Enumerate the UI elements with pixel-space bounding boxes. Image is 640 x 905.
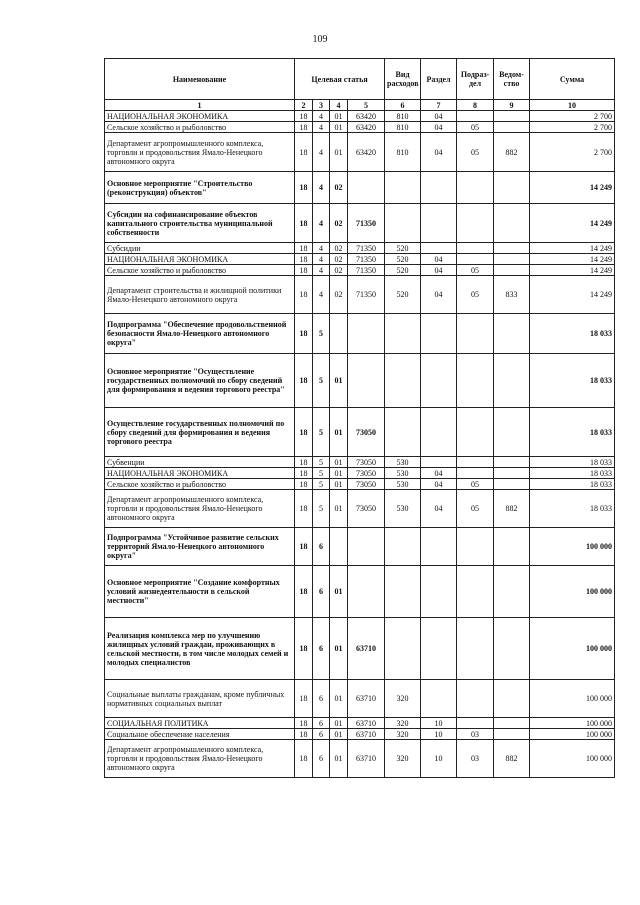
row-section-cell xyxy=(421,243,457,254)
row-subprogram-cell: 4 xyxy=(313,243,330,254)
row-subsection-cell: 05 xyxy=(457,276,494,314)
row-subsection-cell xyxy=(457,111,494,122)
row-subsection-cell: 03 xyxy=(457,729,494,740)
row-section-cell xyxy=(421,528,457,566)
row-department-cell xyxy=(494,528,530,566)
row-subsection-cell: 05 xyxy=(457,490,494,528)
row-direction-cell: 73050 xyxy=(348,479,385,490)
row-department-cell xyxy=(494,314,530,354)
row-expense-type-cell: 320 xyxy=(385,729,421,740)
row-event-cell xyxy=(330,528,348,566)
row-direction-cell: 63420 xyxy=(348,133,385,172)
table-row xyxy=(105,566,615,618)
row-program-cell: 18 xyxy=(295,122,313,133)
row-department-cell xyxy=(494,479,530,490)
row-department-cell xyxy=(494,254,530,265)
row-program-cell: 18 xyxy=(295,618,313,680)
row-section-cell xyxy=(421,457,457,468)
table-row xyxy=(105,204,615,243)
column-number: 1 xyxy=(105,100,295,111)
row-subprogram-cell: 4 xyxy=(313,254,330,265)
row-subprogram-cell: 4 xyxy=(313,172,330,204)
row-direction-cell: 71350 xyxy=(348,254,385,265)
row-event-cell: 01 xyxy=(330,729,348,740)
row-name-cell: Сельское хозяйство и рыболовство xyxy=(105,479,295,490)
row-section-cell: 10 xyxy=(421,740,457,778)
row-expense-type-cell: 810 xyxy=(385,133,421,172)
row-name-cell: Сельское хозяйство и рыболовство xyxy=(105,265,295,276)
row-subsection-cell xyxy=(457,314,494,354)
header-section: Раздел xyxy=(421,59,457,100)
row-department-cell xyxy=(494,718,530,729)
row-section-cell: 10 xyxy=(421,729,457,740)
row-subsection-cell xyxy=(457,408,494,457)
row-subsection-cell xyxy=(457,618,494,680)
header-department: Ведом-ство xyxy=(494,59,530,100)
row-subprogram-cell: 6 xyxy=(313,528,330,566)
table-row xyxy=(105,314,615,354)
row-subsection-cell xyxy=(457,528,494,566)
row-direction-cell: 63710 xyxy=(348,729,385,740)
row-event-cell: 01 xyxy=(330,354,348,408)
row-direction-cell xyxy=(348,528,385,566)
row-subsection-cell xyxy=(457,254,494,265)
row-program-cell: 18 xyxy=(295,314,313,354)
row-department-cell: 833 xyxy=(494,276,530,314)
row-section-cell xyxy=(421,408,457,457)
row-program-cell: 18 xyxy=(295,265,313,276)
row-name-cell: Основное мероприятие "Создание комфортных условий жизнедеятельности в сельской местности" xyxy=(105,566,295,618)
row-name-cell: Реализация комплекса мер по улучшению жилищных условий граждан, проживающих в сельской местности, в том числе молодых семей и молодых специалистов xyxy=(105,618,295,680)
row-expense-type-cell: 320 xyxy=(385,680,421,718)
row-name-cell: НАЦИОНАЛЬНАЯ ЭКОНОМИКА xyxy=(105,254,295,265)
row-subsection-cell: 03 xyxy=(457,740,494,778)
header-sum: Сумма xyxy=(530,59,615,100)
page-number: 109 xyxy=(312,34,328,45)
row-sum-cell: 18 033 xyxy=(530,408,615,457)
row-program-cell: 18 xyxy=(295,243,313,254)
row-subsection-cell xyxy=(457,457,494,468)
row-name-cell: Сельское хозяйство и рыболовство xyxy=(105,122,295,133)
row-name-cell: НАЦИОНАЛЬНАЯ ЭКОНОМИКА xyxy=(105,468,295,479)
row-section-cell: 04 xyxy=(421,122,457,133)
row-expense-type-cell: 320 xyxy=(385,718,421,729)
row-subsection-cell xyxy=(457,172,494,204)
row-direction-cell xyxy=(348,566,385,618)
column-number: 8 xyxy=(457,100,494,111)
row-subprogram-cell: 6 xyxy=(313,740,330,778)
row-sum-cell: 14 249 xyxy=(530,265,615,276)
row-event-cell: 01 xyxy=(330,457,348,468)
row-event-cell: 02 xyxy=(330,254,348,265)
table-row xyxy=(105,490,615,528)
row-program-cell: 18 xyxy=(295,457,313,468)
row-subprogram-cell: 5 xyxy=(313,490,330,528)
row-program-cell: 18 xyxy=(295,354,313,408)
row-direction-cell: 63710 xyxy=(348,618,385,680)
row-sum-cell: 100 000 xyxy=(530,618,615,680)
table-row xyxy=(105,172,615,204)
row-name-cell: Подпрограмма "Обеспечение продовольственной безопасности Ямало-Ненецкого автономного округа" xyxy=(105,314,295,354)
table-row xyxy=(105,468,615,479)
table-row xyxy=(105,680,615,718)
row-section-cell: 04 xyxy=(421,468,457,479)
row-program-cell: 18 xyxy=(295,172,313,204)
row-subprogram-cell: 5 xyxy=(313,408,330,457)
row-event-cell: 01 xyxy=(330,718,348,729)
row-department-cell xyxy=(494,468,530,479)
row-direction-cell: 71350 xyxy=(348,265,385,276)
row-event-cell: 01 xyxy=(330,468,348,479)
table-row xyxy=(105,618,615,680)
row-sum-cell: 18 033 xyxy=(530,468,615,479)
row-program-cell: 18 xyxy=(295,408,313,457)
row-program-cell: 18 xyxy=(295,133,313,172)
row-event-cell: 01 xyxy=(330,490,348,528)
table-row xyxy=(105,528,615,566)
row-section-cell xyxy=(421,618,457,680)
row-direction-cell xyxy=(348,172,385,204)
table-row xyxy=(105,457,615,468)
table-row xyxy=(105,265,615,276)
row-name-cell: Департамент агропромышленного комплекса, торговли и продовольствия Ямало-Ненецкого автономного округа xyxy=(105,740,295,778)
row-expense-type-cell xyxy=(385,172,421,204)
row-department-cell xyxy=(494,408,530,457)
row-program-cell: 18 xyxy=(295,254,313,265)
row-expense-type-cell: 810 xyxy=(385,122,421,133)
row-section-cell: 04 xyxy=(421,133,457,172)
row-name-cell: Субвенции xyxy=(105,457,295,468)
row-name-cell: Осуществление государственных полномочий по сбору сведений для формирования и ведения торгового реестра xyxy=(105,408,295,457)
row-subprogram-cell: 5 xyxy=(313,314,330,354)
row-department-cell xyxy=(494,204,530,243)
table-row xyxy=(105,479,615,490)
row-expense-type-cell: 530 xyxy=(385,457,421,468)
row-program-cell: 18 xyxy=(295,111,313,122)
row-section-cell: 04 xyxy=(421,254,457,265)
table-row xyxy=(105,718,615,729)
row-department-cell xyxy=(494,729,530,740)
row-section-cell xyxy=(421,172,457,204)
row-name-cell: Субсидии на софинансирование объектов капитального строительства муниципальной собственности xyxy=(105,204,295,243)
row-department-cell xyxy=(494,111,530,122)
row-subprogram-cell: 6 xyxy=(313,680,330,718)
column-number: 6 xyxy=(385,100,421,111)
row-subsection-cell: 05 xyxy=(457,133,494,172)
row-name-cell: Основное мероприятие "Осуществление государственных полномочий по сбору сведений для формирования и ведения торгового реестра" xyxy=(105,354,295,408)
row-subprogram-cell: 5 xyxy=(313,457,330,468)
row-sum-cell: 18 033 xyxy=(530,479,615,490)
row-department-cell: 882 xyxy=(494,490,530,528)
row-department-cell xyxy=(494,122,530,133)
row-subsection-cell: 05 xyxy=(457,479,494,490)
row-direction-cell xyxy=(348,314,385,354)
row-event-cell: 02 xyxy=(330,172,348,204)
row-event-cell: 01 xyxy=(330,740,348,778)
row-subprogram-cell: 5 xyxy=(313,479,330,490)
row-subsection-cell xyxy=(457,468,494,479)
row-subsection-cell xyxy=(457,680,494,718)
column-number: 5 xyxy=(348,100,385,111)
row-section-cell: 04 xyxy=(421,276,457,314)
row-section-cell: 04 xyxy=(421,111,457,122)
row-expense-type-cell: 520 xyxy=(385,276,421,314)
row-subprogram-cell: 6 xyxy=(313,566,330,618)
row-program-cell: 18 xyxy=(295,680,313,718)
row-sum-cell: 18 033 xyxy=(530,457,615,468)
row-sum-cell: 2 700 xyxy=(530,111,615,122)
row-direction-cell: 71350 xyxy=(348,243,385,254)
table-row xyxy=(105,740,615,778)
row-program-cell: 18 xyxy=(295,468,313,479)
row-expense-type-cell: 530 xyxy=(385,468,421,479)
row-direction-cell: 73050 xyxy=(348,457,385,468)
row-expense-type-cell xyxy=(385,566,421,618)
row-event-cell: 01 xyxy=(330,680,348,718)
column-number: 3 xyxy=(313,100,330,111)
row-program-cell: 18 xyxy=(295,204,313,243)
row-direction-cell xyxy=(348,354,385,408)
row-sum-cell: 100 000 xyxy=(530,680,615,718)
column-number: 9 xyxy=(494,100,530,111)
row-direction-cell: 73050 xyxy=(348,408,385,457)
row-subsection-cell: 05 xyxy=(457,265,494,276)
row-subprogram-cell: 6 xyxy=(313,618,330,680)
column-number: 10 xyxy=(530,100,615,111)
row-expense-type-cell: 530 xyxy=(385,479,421,490)
row-sum-cell: 14 249 xyxy=(530,172,615,204)
row-expense-type-cell: 520 xyxy=(385,254,421,265)
row-program-cell: 18 xyxy=(295,566,313,618)
row-expense-type-cell xyxy=(385,618,421,680)
row-program-cell: 18 xyxy=(295,276,313,314)
row-sum-cell: 100 000 xyxy=(530,718,615,729)
row-name-cell: Субсидии xyxy=(105,243,295,254)
row-event-cell: 01 xyxy=(330,566,348,618)
row-department-cell xyxy=(494,265,530,276)
row-event-cell: 01 xyxy=(330,479,348,490)
row-subprogram-cell: 4 xyxy=(313,111,330,122)
row-subprogram-cell: 4 xyxy=(313,133,330,172)
row-section-cell xyxy=(421,680,457,718)
header-name: Наименование xyxy=(105,59,295,100)
row-event-cell: 01 xyxy=(330,122,348,133)
row-sum-cell: 14 249 xyxy=(530,254,615,265)
row-subprogram-cell: 4 xyxy=(313,204,330,243)
row-department-cell: 882 xyxy=(494,740,530,778)
row-section-cell: 04 xyxy=(421,490,457,528)
row-expense-type-cell xyxy=(385,408,421,457)
row-name-cell: Департамент агропромышленного комплекса, торговли и продовольствия Ямало-Ненецкого автономного округа xyxy=(105,490,295,528)
row-sum-cell: 100 000 xyxy=(530,729,615,740)
row-subprogram-cell: 4 xyxy=(313,265,330,276)
table-row xyxy=(105,243,615,254)
row-subsection-cell xyxy=(457,354,494,408)
table-body xyxy=(105,111,615,778)
row-subprogram-cell: 4 xyxy=(313,276,330,314)
column-number: 7 xyxy=(421,100,457,111)
row-event-cell: 02 xyxy=(330,265,348,276)
row-expense-type-cell xyxy=(385,204,421,243)
row-expense-type-cell: 530 xyxy=(385,490,421,528)
row-direction-cell: 71350 xyxy=(348,276,385,314)
row-expense-type-cell: 520 xyxy=(385,265,421,276)
row-event-cell: 02 xyxy=(330,243,348,254)
row-event-cell: 01 xyxy=(330,408,348,457)
row-program-cell: 18 xyxy=(295,490,313,528)
row-expense-type-cell: 810 xyxy=(385,111,421,122)
table-row xyxy=(105,133,615,172)
row-program-cell: 18 xyxy=(295,718,313,729)
row-name-cell: Социальные выплаты гражданам, кроме публичных нормативных социальных выплат xyxy=(105,680,295,718)
header-target-article: Целевая статья xyxy=(295,59,385,100)
row-expense-type-cell xyxy=(385,354,421,408)
row-sum-cell: 2 700 xyxy=(530,122,615,133)
row-event-cell: 02 xyxy=(330,276,348,314)
row-department-cell xyxy=(494,354,530,408)
row-event-cell xyxy=(330,314,348,354)
table-row xyxy=(105,276,615,314)
row-sum-cell: 100 000 xyxy=(530,528,615,566)
row-event-cell: 01 xyxy=(330,111,348,122)
row-name-cell: НАЦИОНАЛЬНАЯ ЭКОНОМИКА xyxy=(105,111,295,122)
table-row xyxy=(105,111,615,122)
column-number: 4 xyxy=(330,100,348,111)
row-program-cell: 18 xyxy=(295,729,313,740)
row-section-cell xyxy=(421,204,457,243)
row-section-cell xyxy=(421,314,457,354)
row-sum-cell: 100 000 xyxy=(530,566,615,618)
row-sum-cell: 18 033 xyxy=(530,314,615,354)
row-expense-type-cell xyxy=(385,528,421,566)
table-row xyxy=(105,354,615,408)
row-expense-type-cell xyxy=(385,314,421,354)
row-section-cell: 10 xyxy=(421,718,457,729)
row-direction-cell: 63420 xyxy=(348,111,385,122)
row-subsection-cell xyxy=(457,243,494,254)
table-row xyxy=(105,254,615,265)
row-direction-cell: 63710 xyxy=(348,680,385,718)
row-subsection-cell: 05 xyxy=(457,122,494,133)
table-row xyxy=(105,122,615,133)
row-subprogram-cell: 6 xyxy=(313,729,330,740)
row-department-cell xyxy=(494,566,530,618)
row-section-cell xyxy=(421,566,457,618)
row-name-cell: Основное мероприятие "Строительство (реконструкция) объектов" xyxy=(105,172,295,204)
row-sum-cell: 2 700 xyxy=(530,133,615,172)
row-expense-type-cell: 320 xyxy=(385,740,421,778)
row-direction-cell: 71350 xyxy=(348,204,385,243)
row-event-cell: 01 xyxy=(330,133,348,172)
row-section-cell: 04 xyxy=(421,265,457,276)
row-name-cell: Департамент строительства и жилищной политики Ямало-Ненецкого автономного округа xyxy=(105,276,295,314)
row-subprogram-cell: 4 xyxy=(313,122,330,133)
row-sum-cell: 14 249 xyxy=(530,276,615,314)
row-sum-cell: 18 033 xyxy=(530,354,615,408)
header-subsection: Подраз-дел xyxy=(457,59,494,100)
row-sum-cell: 14 249 xyxy=(530,243,615,254)
row-department-cell xyxy=(494,680,530,718)
row-department-cell: 882 xyxy=(494,133,530,172)
row-direction-cell: 73050 xyxy=(348,468,385,479)
row-direction-cell: 73050 xyxy=(348,490,385,528)
row-section-cell: 04 xyxy=(421,479,457,490)
row-name-cell: СОЦИАЛЬНАЯ ПОЛИТИКА xyxy=(105,718,295,729)
row-program-cell: 18 xyxy=(295,528,313,566)
row-expense-type-cell: 520 xyxy=(385,243,421,254)
row-event-cell: 01 xyxy=(330,618,348,680)
row-program-cell: 18 xyxy=(295,740,313,778)
row-direction-cell: 63710 xyxy=(348,740,385,778)
row-subprogram-cell: 5 xyxy=(313,468,330,479)
row-department-cell xyxy=(494,457,530,468)
row-name-cell: Подпрограмма "Устойчивое развитие сельских территорий Ямало-Ненецкого автономного округа" xyxy=(105,528,295,566)
column-number: 2 xyxy=(295,100,313,111)
row-sum-cell: 100 000 xyxy=(530,740,615,778)
row-name-cell: Социальное обеспечение населения xyxy=(105,729,295,740)
row-subsection-cell xyxy=(457,566,494,618)
table-row xyxy=(105,408,615,457)
row-subsection-cell xyxy=(457,204,494,243)
row-direction-cell: 63710 xyxy=(348,718,385,729)
row-program-cell: 18 xyxy=(295,479,313,490)
row-subprogram-cell: 6 xyxy=(313,718,330,729)
header-expense-type: Вид расходов xyxy=(385,59,421,100)
row-subsection-cell xyxy=(457,718,494,729)
row-section-cell xyxy=(421,354,457,408)
row-direction-cell: 63420 xyxy=(348,122,385,133)
row-name-cell: Департамент агропромышленного комплекса, торговли и продовольствия Ямало-Ненецкого автономного округа xyxy=(105,133,295,172)
budget-table xyxy=(104,58,615,778)
row-event-cell: 02 xyxy=(330,204,348,243)
row-sum-cell: 14 249 xyxy=(530,204,615,243)
row-sum-cell: 18 033 xyxy=(530,490,615,528)
row-department-cell xyxy=(494,172,530,204)
row-department-cell xyxy=(494,243,530,254)
table-row xyxy=(105,729,615,740)
row-department-cell xyxy=(494,618,530,680)
row-subprogram-cell: 5 xyxy=(313,354,330,408)
